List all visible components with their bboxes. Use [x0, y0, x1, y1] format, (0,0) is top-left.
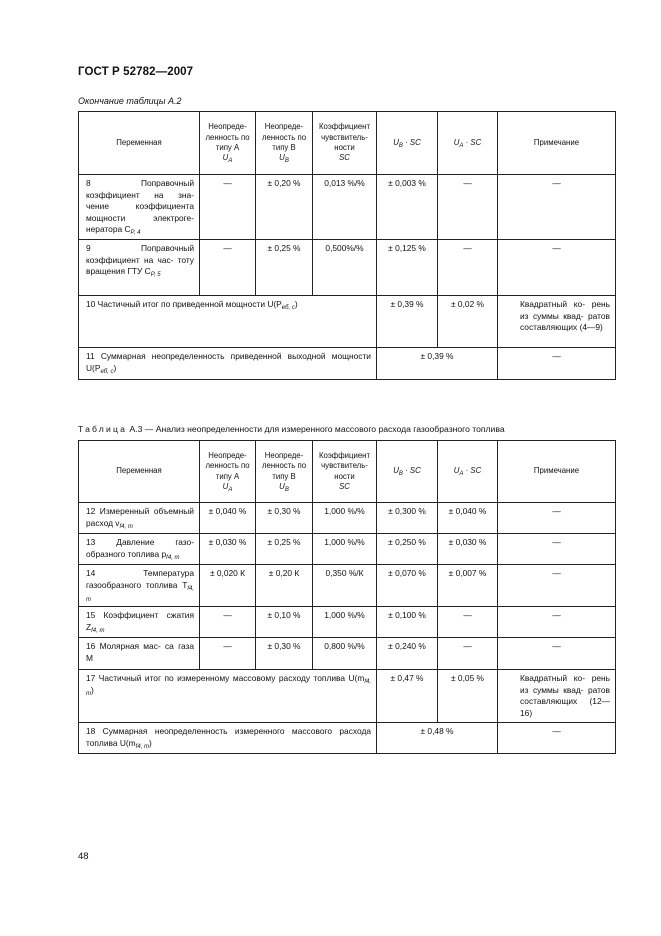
table-subtotal-row: [79, 295, 616, 347]
page-number: 48: [78, 851, 89, 862]
document-title: ГОСТ Р 52782—2007: [78, 66, 194, 78]
cell-ub-sc: ± 0,250 %: [377, 534, 438, 565]
header-variable: Переменная: [79, 441, 200, 503]
header-type-a: Неопреде- ленность по типу А $U_A$: [200, 112, 256, 175]
cell-type-b: ± 0,10 %: [256, 607, 313, 638]
cell-note: —: [498, 347, 616, 379]
table-total-row: [79, 723, 616, 753]
cell-ub-sc: ± 0,003 %: [377, 175, 438, 240]
cell-note: —: [498, 175, 616, 240]
table-header-row: [79, 441, 616, 503]
cell-note: —: [498, 239, 616, 295]
cell-ub-sc: ± 0,240 %: [377, 638, 438, 670]
header-note: Примечание: [498, 112, 616, 175]
cell-coefficient: 0,500%/%: [313, 239, 377, 295]
table-row: [79, 638, 616, 670]
header-type-b: Неопреде- ленность по типу В $U_B$: [256, 112, 313, 175]
cell-variable: 9 Поправочный коэффициент на час- тоту вращения ГТУ $C_{P, 5}$: [79, 239, 200, 295]
header-variable: Переменная: [79, 112, 200, 175]
cell-ua-sc: —: [438, 607, 498, 638]
cell-variable: 12 Измеренный объемный расход $v_{f4, m}$: [79, 503, 200, 534]
cell-type-b: ± 0,20 К: [256, 565, 313, 607]
cell-note: —: [498, 565, 616, 607]
table-row: [79, 565, 616, 607]
cell-ua-sc: —: [438, 239, 498, 295]
cell-note: —: [498, 638, 616, 670]
cell-coefficient: 1,000 %/%: [313, 607, 377, 638]
cell-total-label: 11 Суммарная неопределенность приведенной выходной мощности $U(P_{еб, с})$: [79, 347, 377, 379]
cell-note: Квадратный ко- рень из суммы квад- ратов составляющих (4—9): [498, 295, 616, 347]
cell-type-b: ± 0,25 %: [256, 239, 313, 295]
table-a2-caption: Окончание таблицы А.2: [78, 96, 182, 106]
cell-type-b: ± 0,30 %: [256, 503, 313, 534]
header-type-b: Неопреде- ленность по типу В $U_B$: [256, 441, 313, 503]
table-row: [79, 175, 616, 240]
table-row: [79, 239, 616, 295]
table-a2: [78, 111, 616, 380]
table-subtotal-row: [79, 670, 616, 723]
cell-subtotal-label: 10 Частичный итог по приведенной мощности $U(P_{еб, с})$: [79, 295, 377, 347]
cell-type-a: —: [200, 239, 256, 295]
cell-total-value: ± 0,48 %: [377, 723, 498, 753]
cell-ua-sc: ± 0,007 %: [438, 565, 498, 607]
cell-note: —: [498, 534, 616, 565]
cell-type-a: ± 0,020 К: [200, 565, 256, 607]
header-type-a: Неопреде- ленность по типу А $U_A$: [200, 441, 256, 503]
cell-note: —: [498, 607, 616, 638]
cell-type-a: —: [200, 175, 256, 240]
cell-ua-sc: ± 0,040 %: [438, 503, 498, 534]
table-row: [79, 534, 616, 565]
cell-type-b: ± 0,20 %: [256, 175, 313, 240]
cell-type-b: ± 0,30 %: [256, 638, 313, 670]
cell-variable: 8 Поправочный коэффициент на зна- чение коэффициента мощности электроге- нератора $C_{P, 4}$: [79, 175, 200, 240]
table-a3: [78, 440, 616, 754]
header-ub-sc: $U_B$ · SC: [377, 441, 438, 503]
cell-ub-sc: ± 0,125 %: [377, 239, 438, 295]
cell-variable: 13 Давление газо- образного топлива $p_{f4, m}$: [79, 534, 200, 565]
cell-variable: 15 Коэффициент сжатия $Z_{f4, m}$: [79, 607, 200, 638]
cell-ua-sc: ± 0,030 %: [438, 534, 498, 565]
cell-total-label: 18 Суммарная неопределенность измеренного массового расхода топлива $U(m_{f4, m})$: [79, 723, 377, 753]
cell-coefficient: 0,350 %/К: [313, 565, 377, 607]
cell-variable: 16 Молярная мас- са газа M: [79, 638, 200, 670]
cell-ua-sc: ± 0,05 %: [438, 670, 498, 723]
header-coefficient: Коэффициент чувствитель- ности SC: [313, 112, 377, 175]
cell-note: —: [498, 503, 616, 534]
table-row: [79, 607, 616, 638]
cell-coefficient: 1,000 %/%: [313, 503, 377, 534]
header-ub-sc: $U_B$ · SC: [377, 112, 438, 175]
cell-ub-sc: ± 0,47 %: [377, 670, 438, 723]
cell-type-a: —: [200, 607, 256, 638]
cell-ua-sc: —: [438, 175, 498, 240]
cell-total-value: ± 0,39 %: [377, 347, 498, 379]
header-ua-sc: $U_A$ · SC: [438, 112, 498, 175]
table-total-row: [79, 347, 616, 379]
cell-variable: 14 Температура газообразного топлива $T_{f4, m}$: [79, 565, 200, 607]
cell-type-a: ± 0,030 %: [200, 534, 256, 565]
cell-note: —: [498, 723, 616, 753]
cell-ub-sc: ± 0,100 %: [377, 607, 438, 638]
cell-type-a: ± 0,040 %: [200, 503, 256, 534]
cell-subtotal-label: 17 Частичный итог по измеренному массовому расходу топлива $U(m_{f4, m})$: [79, 670, 377, 723]
cell-note: Квадратный ко- рень из суммы квад- ратов составляющих (12—16): [498, 670, 616, 723]
table-row: [79, 503, 616, 534]
cell-ub-sc: ± 0,070 %: [377, 565, 438, 607]
cell-ub-sc: ± 0,300 %: [377, 503, 438, 534]
table-a3-caption: Таблица А.3 — Анализ неопределенности для измеренного массового расхода газообразного топлива: [78, 424, 505, 434]
table-header-row: [79, 112, 616, 175]
header-note: Примечание: [498, 441, 616, 503]
cell-type-a: —: [200, 638, 256, 670]
cell-ua-sc: ± 0,02 %: [438, 295, 498, 347]
cell-ub-sc: ± 0,39 %: [377, 295, 438, 347]
cell-type-b: ± 0,25 %: [256, 534, 313, 565]
header-ua-sc: $U_A$ · SC: [438, 441, 498, 503]
cell-coefficient: 0,013 %/%: [313, 175, 377, 240]
cell-ua-sc: —: [438, 638, 498, 670]
header-coefficient: Коэффициент чувствитель- ности SC: [313, 441, 377, 503]
cell-coefficient: 0,800 %/%: [313, 638, 377, 670]
cell-coefficient: 1,000 %/%: [313, 534, 377, 565]
